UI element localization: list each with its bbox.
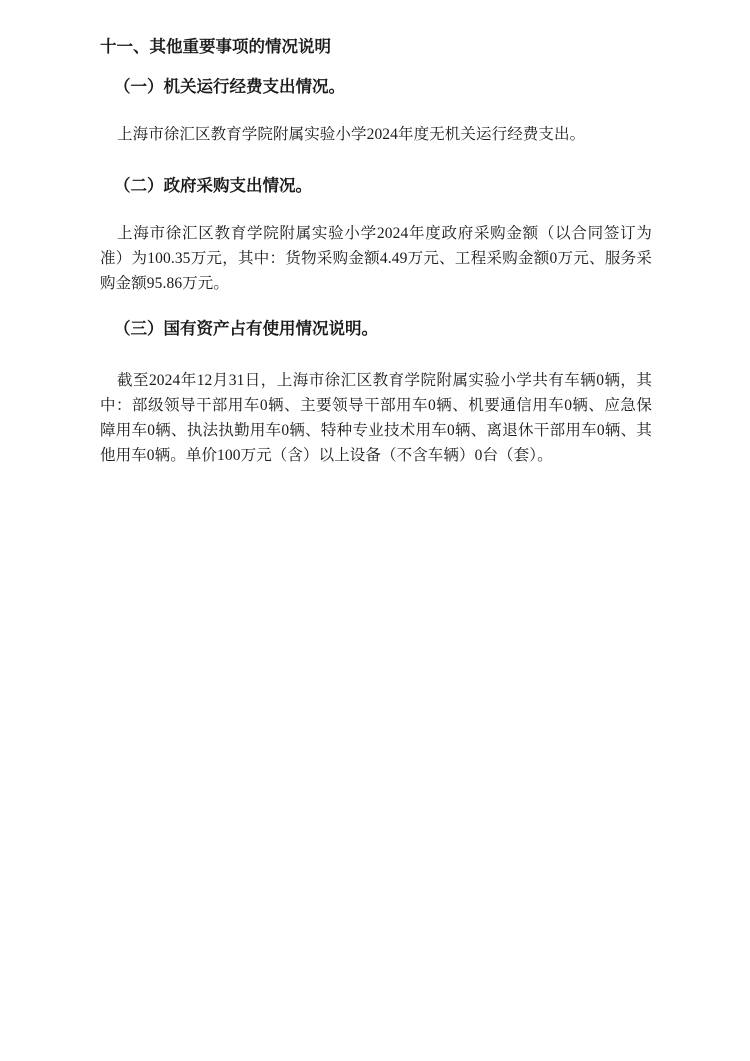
- paragraph-1: 上海市徐汇区教育学院附属实验小学2024年度无机关运行经费支出。: [117, 125, 586, 143]
- paragraph-3: 截至2024年12月31日，上海市徐汇区教育学院附属实验小学共有车辆0辆，其中：部级领导干部用车0辆、主要领导干部用车0辆、机要通信用车0辆、应急保障用车0辆、执法执勤用车0辆、特种专业技术用车0辆、离退休干部用车0辆、其他用车0辆。单价100万元（含）以上设备（不含车辆）0台（套）。: [100, 372, 652, 465]
- spacer: [100, 213, 652, 221]
- spacer: [100, 114, 652, 122]
- section-heading: 十一、其他重要事项的情况说明: [100, 38, 331, 56]
- spacer: [100, 356, 652, 368]
- subsection-heading-2: （二）政府采购支出情况。: [114, 176, 312, 195]
- subsection-heading-1: （一）机关运行经费支出情况。: [114, 77, 345, 96]
- spacer: [100, 165, 652, 175]
- subsection-heading-3: （三）国有资产占有使用情况说明。: [114, 320, 378, 339]
- paragraph-2: 上海市徐汇区教育学院附属实验小学2024年度政府采购金额（以合同签订为准）为100.35万元，其中：货物采购金额4.49万元、工程采购金额0万元、服务采购金额95.86万元。: [100, 224, 652, 293]
- document-body: [100, 36, 652, 487]
